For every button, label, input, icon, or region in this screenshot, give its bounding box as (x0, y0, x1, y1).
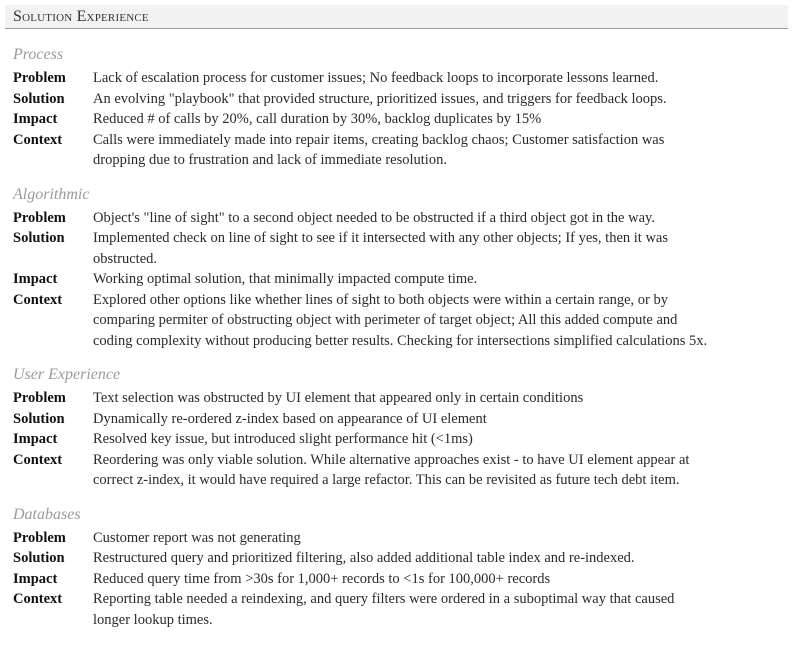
impact-text: Working optimal solution, that minimally impacted compute time. (93, 271, 478, 287)
solution-label: Solution (13, 230, 65, 246)
solution-text: An evolving "playbook" that provided structure, prioritized issues, and triggers for feedback loops. (93, 90, 667, 107)
impact-text: Resolved key issue, but introduced slight performance hit (<1ms) (93, 431, 473, 447)
problem-label: Problem (13, 529, 66, 546)
problem-text: Customer report was not generating (93, 529, 301, 546)
problem-row (13, 68, 783, 89)
problem-row (13, 528, 783, 549)
impact-label: Impact (13, 431, 58, 447)
problem-text: Object's "line of sight" to a second object needed to be obstructed if a third object got in the way. (93, 209, 655, 226)
solution-row (13, 89, 783, 110)
solution-row (13, 548, 783, 569)
section-title: Process (13, 46, 64, 63)
solution-label: Solution (13, 550, 65, 566)
section-user-experience (13, 364, 783, 491)
solution-text: Implemented check on line of sight to see if it intersected with any other objects; If yes, then it was obstructed. (93, 230, 669, 267)
impact-row (13, 109, 783, 130)
context-label: Context (13, 291, 63, 308)
context-text: Calls were immediately made into repair items, creating backlog chaos; Customer satisfaction was dropping due to frustration and lack of immediate resolution. (93, 131, 665, 168)
section-title: User Experience (13, 366, 121, 383)
context-label: Context (13, 451, 63, 468)
solution-label: Solution (13, 410, 65, 427)
section-process (13, 44, 783, 171)
impact-label: Impact (13, 570, 58, 587)
impact-text: Reduced query time from >30s for 1,000+ records to <1s for 100,000+ records (93, 570, 551, 587)
solution-row (13, 228, 783, 269)
page-title: Solution Experience (13, 8, 149, 25)
impact-row (13, 269, 783, 290)
impact-text: Reduced # of calls by 20%, call duration by 30%, backlog duplicates by 15% (93, 111, 542, 127)
problem-label: Problem (13, 390, 66, 406)
impact-row (13, 429, 783, 450)
context-text: Reordering was only viable solution. While alternative approaches exist - to have UI element appear at correct z-index, it would have required a large refactor. This can be revisited as future tech debt item. (93, 451, 690, 488)
context-text: Explored other options like whether lines of sight to both objects were within a certain range, or by comparing permiter of obstructing object with perimeter of target object; All this added compute and coding complexity without producing better results. Checking for intersections simplified calculations 5x. (93, 291, 708, 349)
solution-text: Restructured query and prioritized filtering, also added additional table index and re-indexed. (93, 550, 635, 566)
context-text: Reporting table needed a reindexing, and query filters were ordered in a suboptimal way that caused longer lookup times. (93, 591, 675, 628)
context-row (13, 290, 783, 352)
problem-label: Problem (13, 209, 66, 226)
context-row (13, 450, 783, 491)
section-databases (13, 504, 783, 631)
problem-row (13, 208, 783, 229)
impact-row (13, 569, 783, 590)
solution-row (13, 409, 783, 430)
section-title: Algorithmic (13, 185, 90, 203)
context-row (13, 589, 783, 630)
context-label: Context (13, 591, 63, 607)
section-title: Databases (13, 505, 81, 523)
impact-label: Impact (13, 111, 58, 127)
section-algorithmic (13, 184, 783, 352)
problem-label: Problem (13, 70, 66, 86)
impact-label: Impact (13, 271, 58, 287)
problem-text: Text selection was obstructed by UI element that appeared only in certain conditions (93, 390, 584, 406)
content (13, 44, 783, 643)
problem-row (13, 388, 783, 409)
solution-text: Dynamically re-ordered z-index based on appearance of UI element (93, 410, 487, 427)
solution-label: Solution (13, 90, 65, 107)
header-bar (5, 5, 788, 29)
context-label: Context (13, 131, 63, 148)
context-row (13, 130, 783, 171)
problem-text: Lack of escalation process for customer issues; No feedback loops to incorporate lessons learned. (93, 70, 659, 86)
